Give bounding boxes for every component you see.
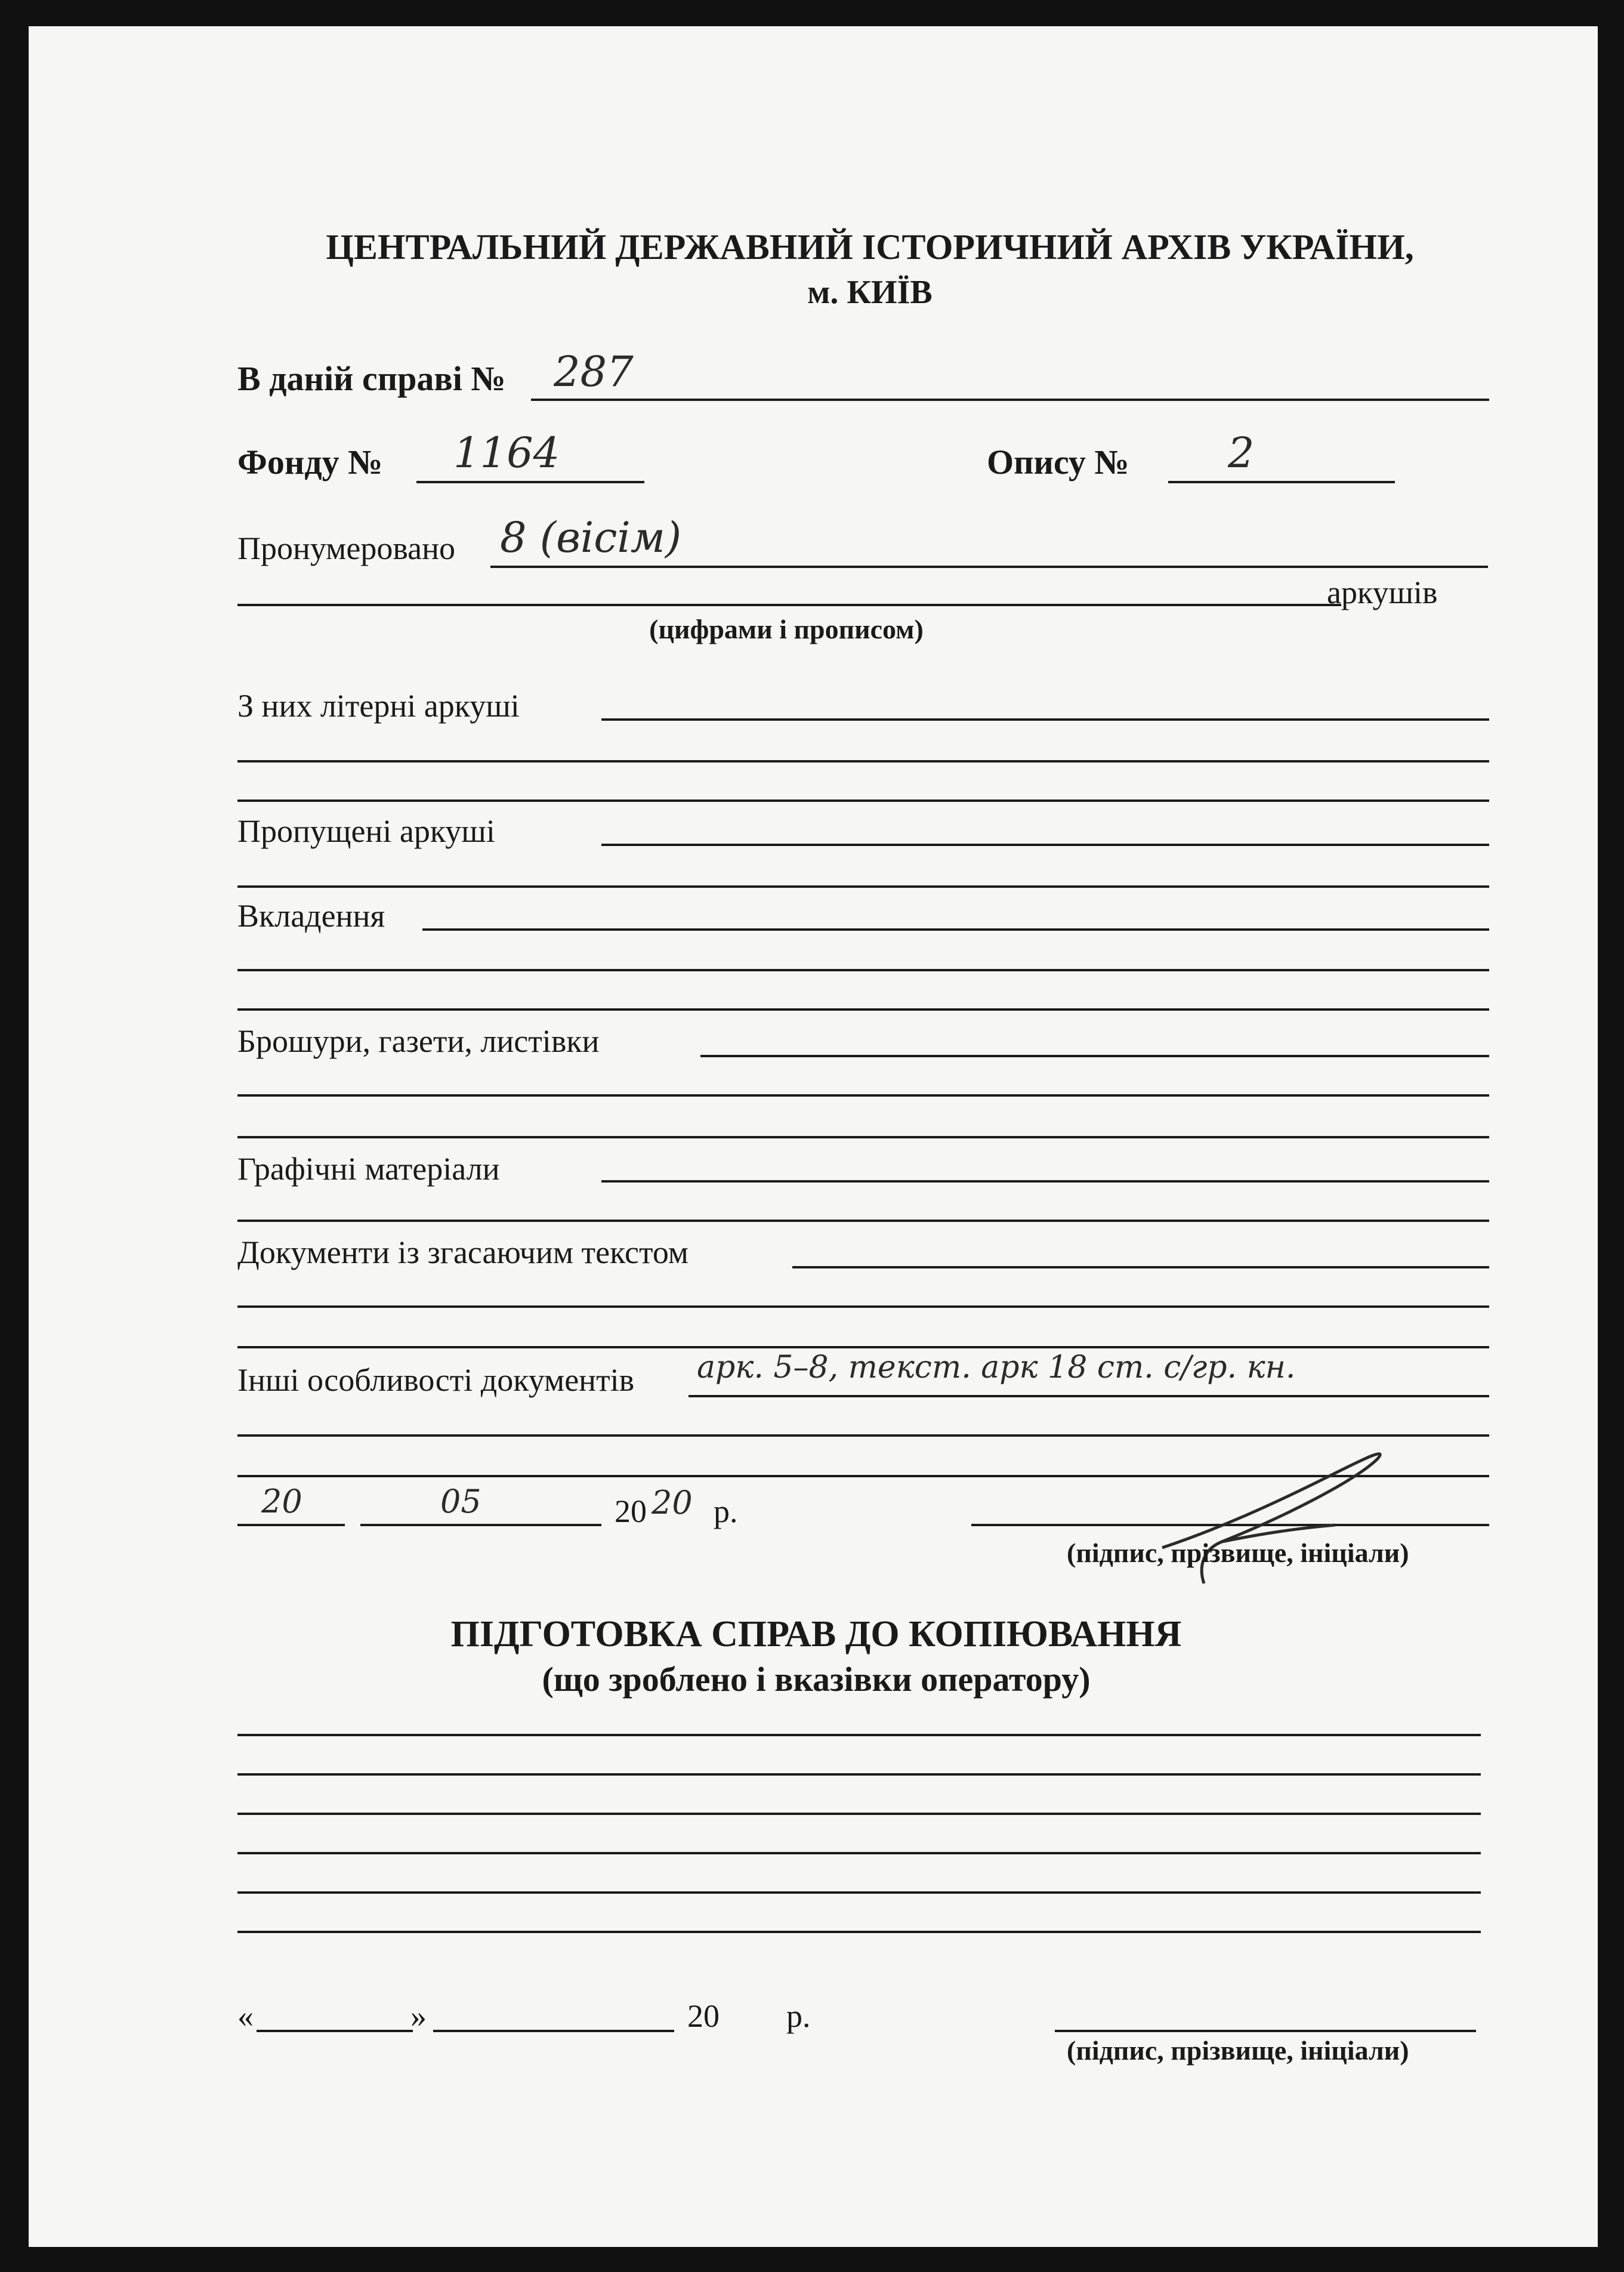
- case-number-label: В даній справі №: [237, 359, 506, 398]
- date1-year-prefix: 20: [615, 1493, 647, 1529]
- fond-line: [416, 481, 644, 483]
- signature2-line: [1055, 2030, 1476, 2032]
- case-number-value[interactable]: 287: [554, 347, 634, 396]
- date1-day-line: [237, 1524, 345, 1526]
- missed-line-2: [237, 885, 1489, 888]
- city-title: м. КИЇВ: [807, 274, 933, 311]
- date2-year: 20: [687, 1998, 720, 2034]
- attachments-line-1: [422, 928, 1489, 931]
- numbered-hint: (цифрами і прописом): [649, 614, 924, 644]
- brochures-line-1: [700, 1055, 1489, 1057]
- date2-close-quote: »: [410, 1998, 427, 2034]
- fading-line-2: [237, 1305, 1489, 1308]
- fond-value[interactable]: 1164: [453, 428, 560, 477]
- fading-line-3: [237, 1346, 1489, 1348]
- date2-day-line: [257, 2030, 413, 2032]
- date1-r: р.: [714, 1493, 738, 1529]
- signature2-caption: (підпис, прізвище, ініціали): [1067, 2035, 1409, 2066]
- date2-month-line: [433, 2030, 674, 2032]
- numbered-line-1: [490, 566, 1488, 568]
- numbered-value[interactable]: 8 (вісім): [500, 513, 682, 562]
- graphics-line-1: [601, 1180, 1489, 1183]
- missed-line-1: [601, 844, 1489, 846]
- archive-title: ЦЕНТРАЛЬНИЙ ДЕРЖАВНИЙ ІСТОРИЧНИЙ АРХІВ УКРАЇНИ,: [326, 227, 1414, 267]
- signature1-caption: (підпис, прізвище, ініціали): [1067, 1538, 1409, 1568]
- section2-line-3: [237, 1813, 1481, 1815]
- other-line-1: [688, 1395, 1489, 1397]
- section2-line-2: [237, 1773, 1481, 1776]
- brochures-label: Брошури, газети, листівки: [237, 1023, 600, 1059]
- numbered-suffix: аркушів: [1327, 575, 1438, 610]
- opys-value[interactable]: 2: [1228, 428, 1255, 477]
- date1-day[interactable]: 20: [261, 1483, 302, 1520]
- graphics-label: Графічні матеріали: [237, 1151, 500, 1187]
- litera-line-2: [237, 760, 1489, 763]
- fading-line-1: [792, 1266, 1489, 1268]
- date2-open-quote: «: [237, 1998, 254, 2034]
- litera-line-3: [237, 799, 1489, 802]
- brochures-line-3: [237, 1136, 1489, 1138]
- section2-title: ПІДГОТОВКА СПРАВ ДО КОПІЮВАННЯ: [450, 1614, 1182, 1654]
- other-label: Інші особливості документів: [237, 1362, 635, 1398]
- other-value[interactable]: арк. 5–8, текст. арк 18 ст. с/гр. кн.: [697, 1350, 1296, 1385]
- attachments-line-3: [237, 1008, 1489, 1011]
- fading-label: Документи із згасаючим текстом: [237, 1234, 688, 1270]
- opys-label: Опису №: [987, 443, 1129, 481]
- numbered-line-2: [237, 604, 1341, 606]
- brochures-line-2: [237, 1094, 1489, 1097]
- form-sheet: [29, 26, 1598, 2247]
- section2-line-5: [237, 1891, 1481, 1894]
- section2-line-1: [237, 1734, 1481, 1736]
- section2-subtitle: (що зроблено і вказівки оператору): [542, 1660, 1091, 1699]
- attachments-label: Вкладення: [237, 898, 385, 934]
- date2-r: р.: [786, 1998, 811, 2034]
- graphics-line-2: [237, 1220, 1489, 1222]
- section2-line-6: [237, 1931, 1481, 1933]
- missed-label: Пропущені аркуші: [237, 813, 495, 849]
- litera-label: З них літерні аркуші: [237, 688, 520, 724]
- numbered-label: Пронумеровано: [237, 530, 455, 566]
- opys-line: [1168, 481, 1395, 483]
- date1-month-line: [360, 1524, 601, 1526]
- section2-line-4: [237, 1852, 1481, 1854]
- litera-line-1: [601, 718, 1489, 721]
- attachments-line-2: [237, 969, 1489, 971]
- date1-year-suffix[interactable]: 20: [652, 1484, 693, 1521]
- date1-month[interactable]: 05: [440, 1483, 481, 1520]
- case-number-line: [531, 399, 1489, 401]
- fond-label: Фонду №: [237, 443, 383, 481]
